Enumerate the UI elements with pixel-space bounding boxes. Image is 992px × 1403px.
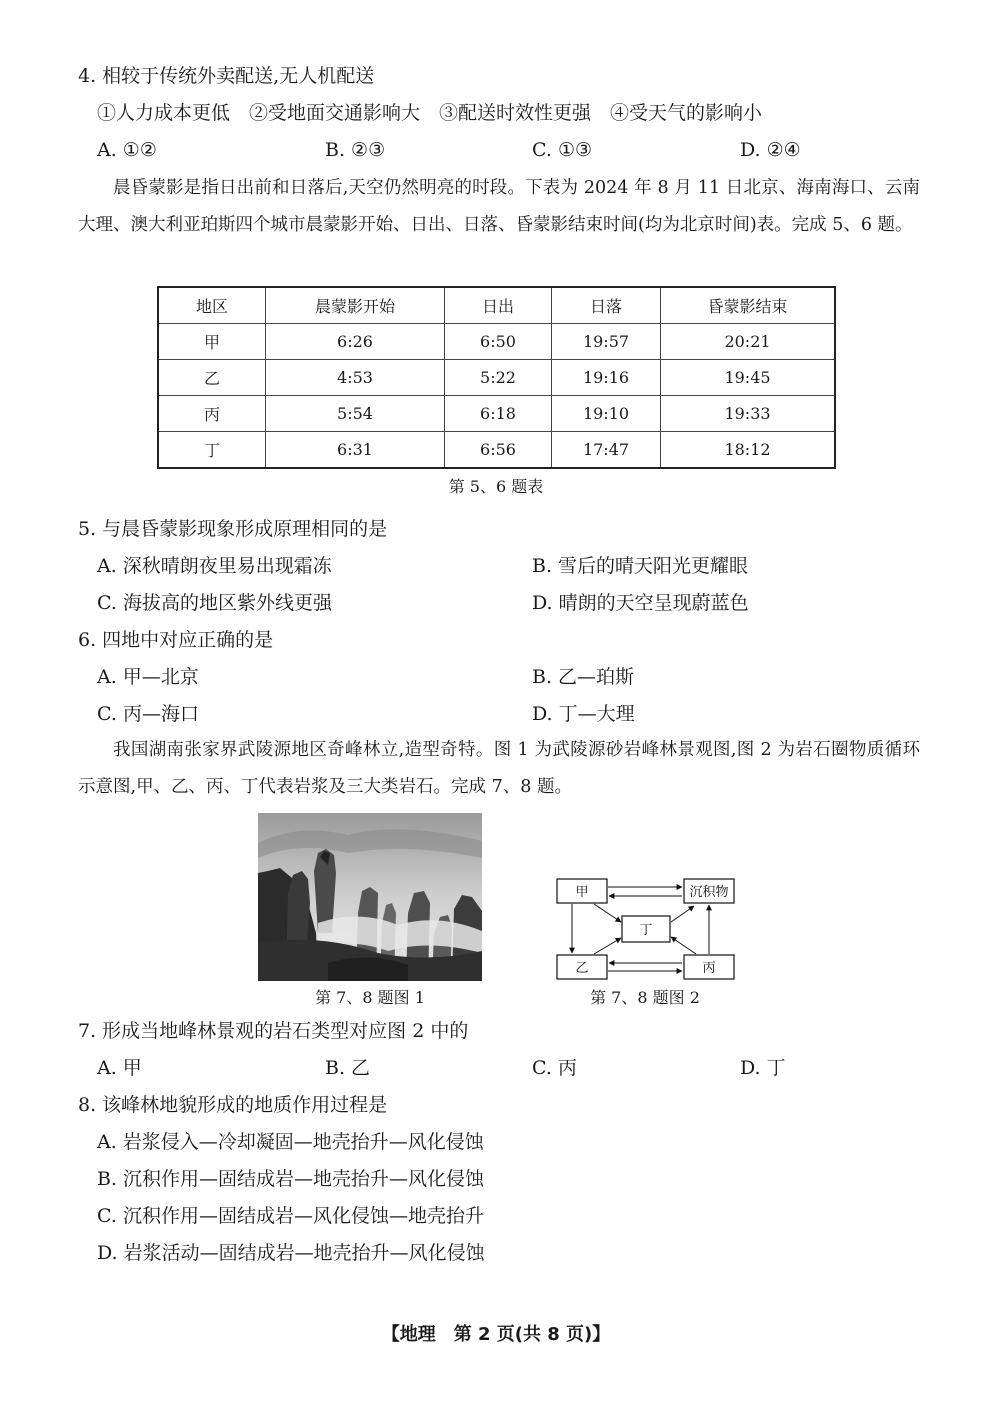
twilight-table — [157, 286, 836, 469]
table-header: 地区 — [158, 287, 266, 324]
label-ding: 丁 — [639, 923, 653, 938]
q7-option-a: A. 甲 — [97, 1057, 142, 1079]
table-cell: 6:31 — [266, 432, 445, 469]
q5-option-c: C. 海拔高的地区紫外线更强 — [97, 592, 332, 614]
q4-option-c: C. ①③ — [532, 139, 593, 161]
q8-option-a: A. 岩浆侵入—冷却凝固—地壳抬升—风化侵蚀 — [97, 1131, 484, 1153]
label-sediment: 沉积物 — [689, 885, 729, 900]
q5-option-d: D. 晴朗的天空呈现蔚蓝色 — [532, 592, 749, 614]
table-cell: 5:22 — [445, 360, 552, 396]
q8-stem: 8. 该峰林地貌形成的地质作用过程是 — [78, 1094, 388, 1116]
q4-option-b: B. ②③ — [325, 139, 386, 161]
q6-stem: 6. 四地中对应正确的是 — [78, 629, 274, 651]
table-header-row — [158, 287, 835, 324]
q6-option-b: B. 乙—珀斯 — [532, 666, 635, 688]
q7-option-c: C. 丙 — [532, 1057, 577, 1079]
table-header: 昏蒙影结束 — [661, 287, 836, 324]
q6-option-d: D. 丁—大理 — [532, 703, 635, 725]
table-cell: 19:10 — [552, 396, 661, 432]
q4-option-a: A. ①② — [97, 139, 157, 161]
table-cell: 6:50 — [445, 324, 552, 360]
table-cell: 丙 — [158, 396, 266, 432]
table-cell: 6:26 — [266, 324, 445, 360]
q7-option-b: B. 乙 — [325, 1057, 371, 1079]
table-cell: 17:47 — [552, 432, 661, 469]
table-cell: 5:54 — [266, 396, 445, 432]
label-yi: 乙 — [575, 961, 589, 976]
table-cell: 19:16 — [552, 360, 661, 396]
table-cell: 4:53 — [266, 360, 445, 396]
q7-stem: 7. 形成当地峰林景观的岩石类型对应图 2 中的 — [78, 1020, 469, 1042]
table-cell: 乙 — [158, 360, 266, 396]
intro-q5-6: 晨昏蒙影是指日出前和日落后,天空仍然明亮的时段。下表为 2024 年 8 月 11 日北京、海南海口、云南大理、澳大利亚珀斯四个城市晨蒙影开始、日出、日落、昏蒙影结束时间(均为北京时间)表。完成 5、6 题。 — [78, 178, 920, 235]
intro-q7-8: 我国湖南张家界武陵源地区奇峰林立,造型奇特。图 1 为武陵源砂岩峰林景观图,图 2 为岩石圈物质循环示意图,甲、乙、丙、丁代表岩浆及三大类岩石。完成 7、8 题。 — [78, 740, 920, 797]
q8-option-d: D. 岩浆活动—固结成岩—地壳抬升—风化侵蚀 — [97, 1242, 485, 1264]
table-caption: 第 5、6 题表 — [448, 477, 544, 496]
table-row — [158, 432, 835, 469]
q4-option-d: D. ②④ — [740, 139, 801, 161]
table-cell: 6:56 — [445, 432, 552, 469]
label-bing: 丙 — [702, 961, 716, 976]
rock-cycle-diagram — [554, 874, 736, 982]
label-jia: 甲 — [575, 885, 589, 900]
q7-option-d: D. 丁 — [740, 1057, 786, 1079]
table-header: 日落 — [552, 287, 661, 324]
page-footer: 【地理 第 2 页(共 8 页)】 — [381, 1324, 611, 1345]
q5-option-a: A. 深秋晴朗夜里易出现霜冻 — [97, 555, 332, 577]
sandstone-peak-forest-photo — [258, 813, 482, 981]
q5-option-b: B. 雪后的晴天阳光更耀眼 — [532, 555, 749, 577]
q5-stem: 5. 与晨昏蒙影现象形成原理相同的是 — [78, 518, 388, 540]
table-cell: 6:18 — [445, 396, 552, 432]
q8-option-b: B. 沉积作用—固结成岩—地壳抬升—风化侵蚀 — [97, 1168, 485, 1190]
table-cell: 19:45 — [661, 360, 836, 396]
table-row — [158, 324, 835, 360]
table-cell: 甲 — [158, 324, 266, 360]
q4-statements: ①人力成本更低 ②受地面交通影响大 ③配送时效性更强 ④受天气的影响小 — [97, 102, 763, 124]
q6-option-c: C. 丙—海口 — [97, 703, 199, 725]
figure1-caption: 第 7、8 题图 1 — [315, 988, 425, 1007]
table-cell: 19:33 — [661, 396, 836, 432]
q8-option-c: C. 沉积作用—固结成岩—风化侵蚀—地壳抬升 — [97, 1205, 484, 1227]
table-cell: 丁 — [158, 432, 266, 469]
q6-option-a: A. 甲—北京 — [97, 666, 199, 688]
table-header: 晨蒙影开始 — [266, 287, 445, 324]
table-cell: 20:21 — [661, 324, 836, 360]
table-cell: 18:12 — [661, 432, 836, 469]
table-cell: 19:57 — [552, 324, 661, 360]
q4-stem: 4. 相较于传统外卖配送,无人机配送 — [78, 65, 375, 87]
table-header: 日出 — [445, 287, 552, 324]
table-row — [158, 360, 835, 396]
table-row — [158, 396, 835, 432]
figure2-caption: 第 7、8 题图 2 — [590, 988, 700, 1007]
